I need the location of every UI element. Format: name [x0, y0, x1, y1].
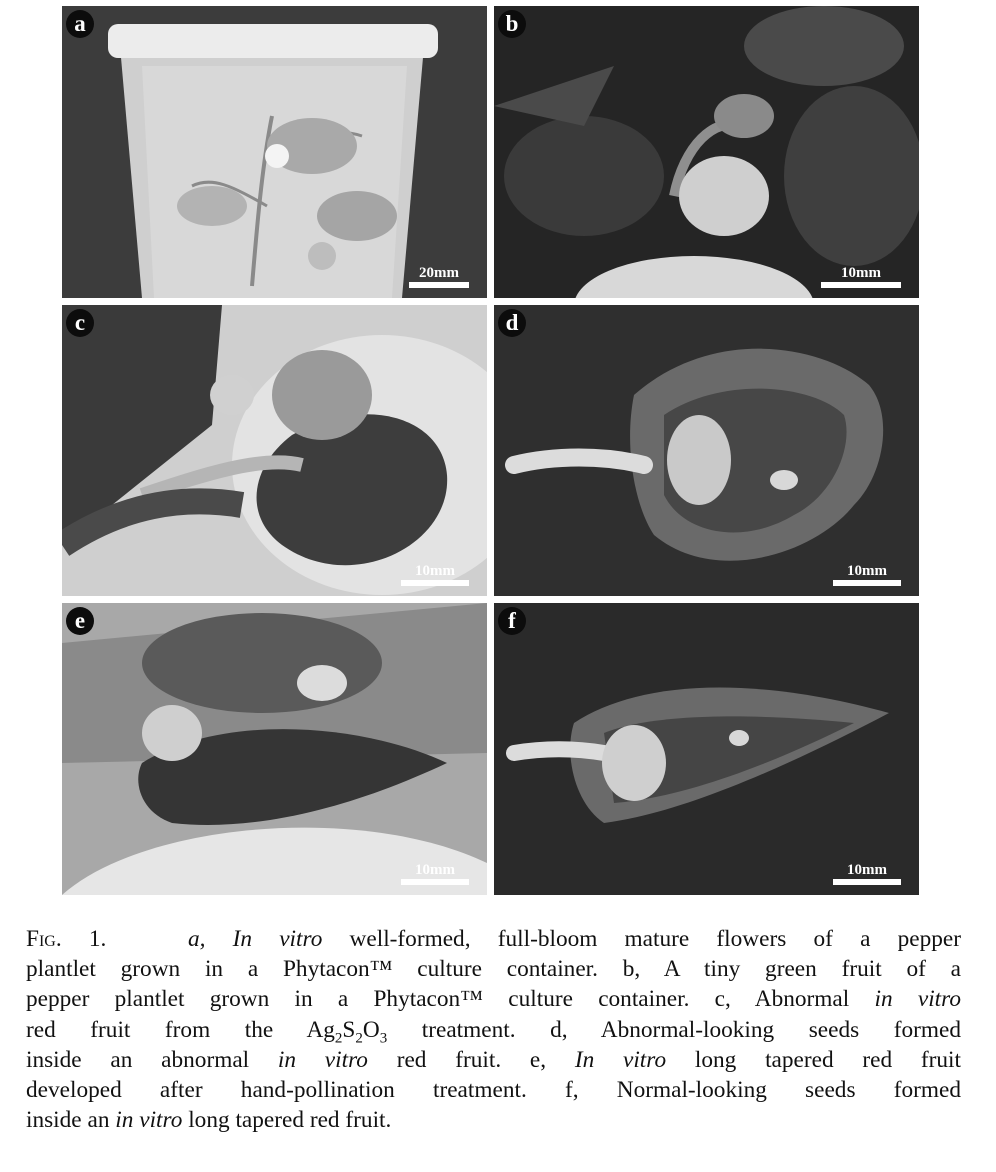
scale-line-c [401, 580, 469, 586]
caption-sub-1: 2 [334, 1030, 343, 1047]
panel-b-image [494, 6, 919, 298]
panel-a-image [62, 6, 487, 298]
caption-line-1 [26, 924, 961, 954]
scale-bar-b [821, 265, 901, 288]
fig-label: Fig. 1. [26, 926, 107, 952]
scale-bar-f [833, 862, 901, 885]
scale-text-b: 10mm [841, 265, 881, 281]
scale-bar-e [401, 862, 469, 885]
caption-l4-a: red fruit from the Ag [26, 1016, 335, 1043]
panel-label-b: b [498, 10, 526, 38]
caption-l4-d: treatment. d, Abnormal-looking seeds formed [387, 1016, 961, 1043]
caption-l1-c: well-formed, full-bloom mature flowers of a pepper [322, 926, 962, 952]
caption-l1-b: In vitro [232, 926, 323, 952]
scale-text-f: 10mm [847, 862, 887, 878]
scale-text-c: 10mm [415, 563, 455, 579]
scale-bar-d [833, 563, 901, 586]
panel-d-image [494, 305, 919, 596]
caption-l1-a: a, [187, 926, 233, 952]
caption-l5-d: In vitro [574, 1046, 667, 1073]
scale-text-e: 10mm [415, 862, 455, 878]
caption-l4-b: S [342, 1016, 356, 1043]
caption-l5-b: in vitro [277, 1046, 368, 1073]
scale-line-a [409, 282, 469, 288]
caption-sub-3: 3 [379, 1030, 388, 1047]
panel-a [62, 6, 487, 298]
scale-bar-c [401, 563, 469, 586]
panel-label-c: c [66, 309, 94, 337]
scale-text-a: 20mm [419, 265, 459, 281]
caption-l7-a: inside an [26, 1107, 116, 1134]
panel-b [494, 6, 919, 298]
panel-c [62, 305, 487, 596]
panel-f [494, 603, 919, 895]
panel-c-image [62, 305, 487, 596]
panel-d [494, 305, 919, 596]
scale-text-d: 10mm [847, 563, 887, 579]
scale-bar-a [409, 265, 469, 288]
caption-line-5 [26, 1045, 961, 1075]
caption-line-7 [26, 1105, 961, 1135]
caption-line-3 [26, 984, 961, 1014]
figure-caption [26, 924, 961, 1135]
caption-line-4 [26, 1015, 961, 1045]
scale-line-f [833, 879, 901, 885]
panel-f-image [494, 603, 919, 895]
caption-l7-b: in vitro [115, 1107, 183, 1134]
caption-l5-a: inside an abnormal [26, 1046, 278, 1073]
panel-e [62, 603, 487, 895]
panel-label-f: f [498, 607, 526, 635]
scale-line-e [401, 879, 469, 885]
panel-e-image [62, 603, 487, 895]
caption-l3-b: in vitro [874, 986, 961, 1013]
caption-line-2: plantlet grown in a Phytacon™ culture container. b, A tiny green fruit of a [26, 956, 961, 983]
caption-l5-e: long tapered red fruit [666, 1046, 962, 1073]
caption-sub-2: 2 [355, 1030, 363, 1047]
panel-label-e: e [66, 607, 94, 635]
panel-label-d: d [498, 309, 526, 337]
caption-line-6: developed after hand-pollination treatment. f, Normal-looking seeds formed [26, 1077, 961, 1104]
caption-l7-c: long tapered red fruit. [182, 1107, 392, 1134]
caption-l4-c: O [362, 1016, 380, 1043]
scale-line-b [821, 282, 901, 288]
caption-l5-c: red fruit. e, [367, 1046, 575, 1073]
scale-line-d [833, 580, 901, 586]
panel-label-a: a [66, 10, 94, 38]
caption-l3-a: pepper plantlet grown in a Phytacon™ culture container. c, Abnormal [26, 986, 875, 1013]
